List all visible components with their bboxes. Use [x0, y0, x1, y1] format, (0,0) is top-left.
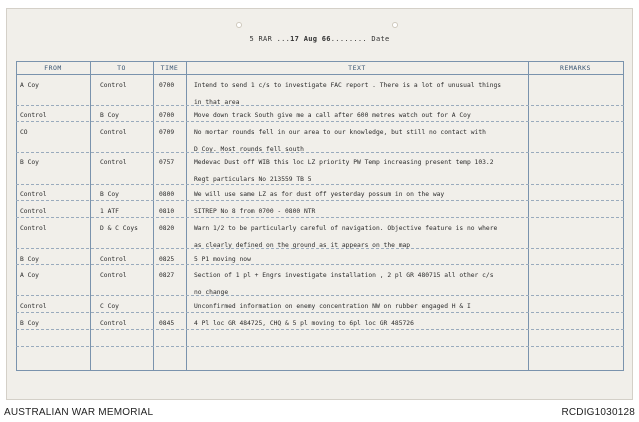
- row-to: B Coy: [100, 112, 119, 119]
- row-text-line: 4 Pl loc GR 484725, CHQ & 5 pl moving to 6pl loc GR 485726: [194, 320, 414, 327]
- row-text-line: as clearly defined on the ground as it appears on the map: [194, 242, 411, 249]
- header-rule: [16, 74, 624, 75]
- column-header-time: TIME: [160, 64, 179, 72]
- row-text-line: D Coy. Most rounds fell south: [194, 146, 304, 153]
- row-to: 1 ATF: [100, 208, 119, 215]
- row-rule: [16, 264, 624, 265]
- column-divider: [90, 61, 91, 371]
- row-text-line: no change: [194, 289, 229, 296]
- row-text-line: Medevac Dust off WIB this loc LZ priority PW Temp increasing present temp 103.2: [194, 159, 494, 166]
- row-from: Control: [20, 208, 47, 215]
- log-date: 17 Aug 66: [290, 35, 331, 43]
- row-time: 0825: [159, 256, 175, 263]
- row-text-line: 5 P1 moving now: [194, 256, 251, 263]
- row-time: 0757: [159, 159, 175, 166]
- row-to: B Coy: [100, 191, 119, 198]
- row-from: Control: [20, 112, 47, 119]
- row-to: Control: [100, 129, 127, 136]
- row-text-line: We will use same LZ as for dust off yesterday possum in on the way: [194, 191, 445, 198]
- row-time: 0845: [159, 320, 175, 327]
- row-from: CO: [20, 129, 28, 136]
- row-text-line: in that area: [194, 99, 240, 106]
- institution-name: AUSTRALIAN WAR MEMORIAL: [4, 407, 154, 418]
- row-rule: [16, 200, 624, 201]
- row-to: Control: [100, 256, 127, 263]
- log-table: [16, 61, 624, 371]
- row-to: Control: [100, 272, 127, 279]
- column-divider: [186, 61, 187, 371]
- row-text-line: No mortar rounds fell in our area to our knowledge, but still no contact with: [194, 129, 486, 136]
- row-from: B Coy: [20, 159, 39, 166]
- date-label: ........ Date: [330, 35, 390, 43]
- row-rule: [16, 217, 624, 218]
- table-border: [16, 61, 17, 371]
- row-time: 0800: [159, 191, 175, 198]
- unit-label: 5 RAR ...: [249, 35, 291, 43]
- column-divider: [528, 61, 529, 371]
- log-header: [6, 35, 633, 43]
- row-from: Control: [20, 191, 47, 198]
- row-rule: [16, 346, 624, 347]
- row-from: B Coy: [20, 256, 39, 263]
- row-from: A Coy: [20, 272, 39, 279]
- row-to: C Coy: [100, 303, 119, 310]
- row-rule: [16, 329, 624, 330]
- column-header-to: TO: [117, 64, 126, 72]
- row-rule: [16, 121, 624, 122]
- row-text-line: Warn 1/2 to be particularly careful of navigation. Objective feature is no where: [194, 225, 498, 232]
- document-reference: RCDIG1030128: [561, 407, 635, 418]
- row-from: A Coy: [20, 82, 39, 89]
- row-time: 0700: [159, 82, 175, 89]
- row-text-line: SITREP No 8 from 0700 - 0800 NTR: [194, 208, 316, 215]
- row-rule: [16, 184, 624, 185]
- row-from: Control: [20, 303, 47, 310]
- row-text-line: Section of 1 pl + Engrs investigate installation , 2 pl GR 480715 all other c/s: [194, 272, 494, 279]
- row-time: 0709: [159, 129, 175, 136]
- row-from: Control: [20, 225, 47, 232]
- row-from: B Coy: [20, 320, 39, 327]
- row-to: D & C Coys: [100, 225, 138, 232]
- row-text-line: Unconfirmed information on enemy concentration NW on rubber engaged H & I: [194, 303, 471, 310]
- row-to: Control: [100, 159, 127, 166]
- column-header-remarks: REMARKS: [560, 64, 591, 72]
- row-text-line: Move down track South give me a call after 600 metres watch out for A Coy: [194, 112, 471, 119]
- punch-hole: [236, 22, 242, 28]
- row-rule: [16, 312, 624, 313]
- row-text-line: Regt particulars No 213559 TB 5: [194, 176, 312, 183]
- table-bottom-rule: [16, 370, 624, 371]
- column-divider: [153, 61, 154, 371]
- row-text-line: Intend to send 1 c/s to investigate FAC report . There is a lot of unusual things: [194, 82, 502, 89]
- row-time: 0820: [159, 225, 175, 232]
- column-header-text: TEXT: [348, 64, 366, 72]
- table-border: [623, 61, 624, 371]
- row-to: Control: [100, 82, 127, 89]
- row-time: 0810: [159, 208, 175, 215]
- column-header-from: FROM: [44, 64, 62, 72]
- row-time: 0700: [159, 112, 175, 119]
- row-rule: [16, 152, 624, 153]
- row-rule: [16, 105, 624, 106]
- row-to: Control: [100, 320, 127, 327]
- row-rule: [16, 295, 624, 296]
- table-top-rule: [16, 61, 624, 62]
- punch-hole: [392, 22, 398, 28]
- row-time: 0827: [159, 272, 175, 279]
